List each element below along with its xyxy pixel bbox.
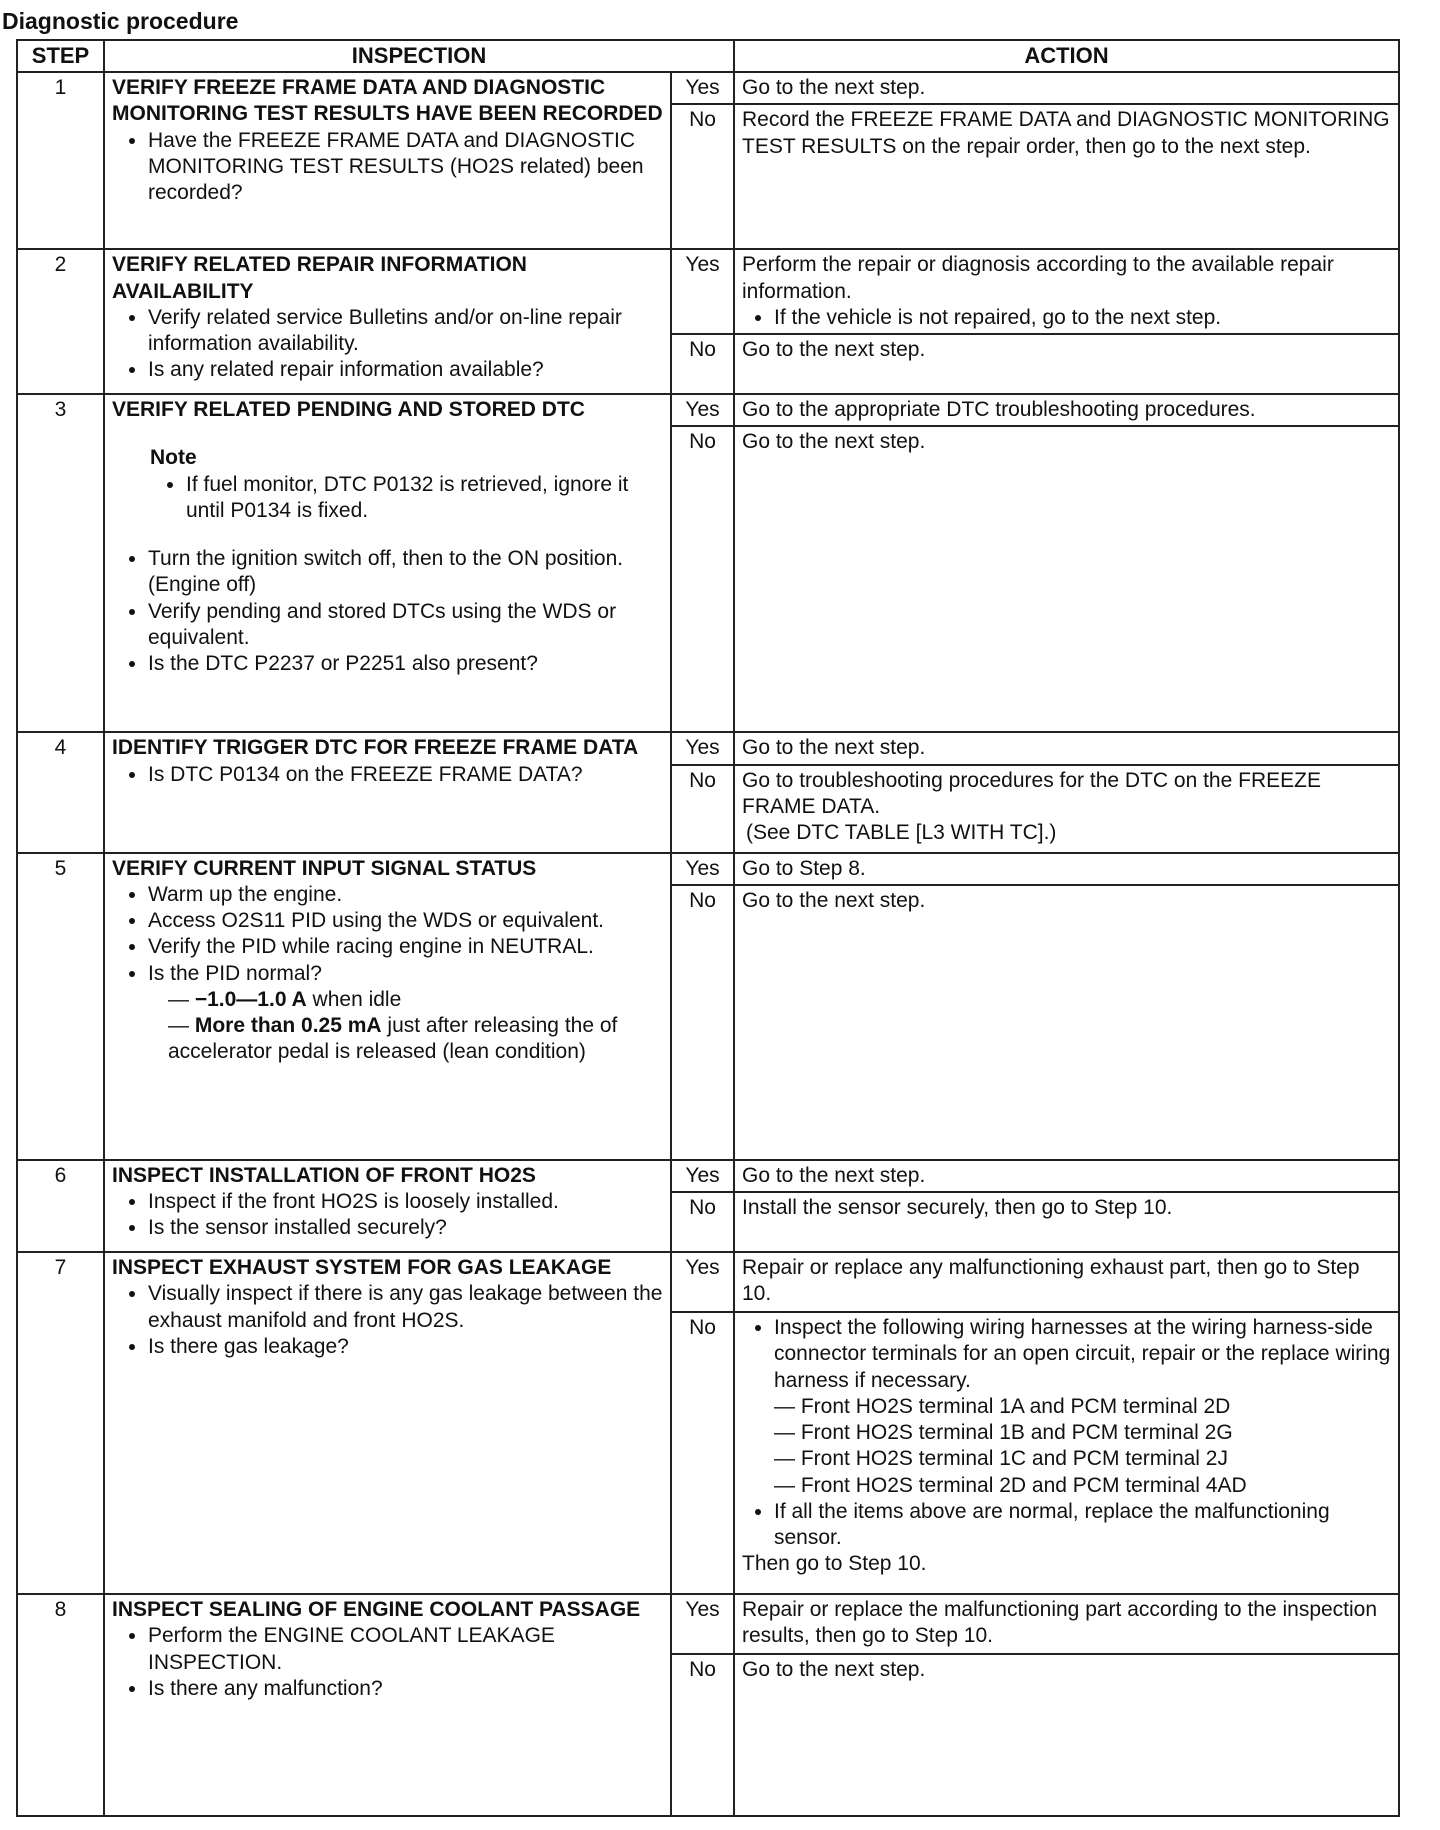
inspection-list bbox=[112, 1189, 663, 1242]
list-item: • Is there gas leakage? bbox=[148, 1334, 663, 1360]
criteria-text: just after releasing the of accelerator pedal is released (lean condition) bbox=[168, 1014, 618, 1064]
harness-item: — Front HO2S terminal 2D and PCM terminal 4AD bbox=[774, 1473, 1247, 1497]
action-reference: (See DTC TABLE [L3 WITH TC].) bbox=[746, 821, 1057, 844]
yes-label: Yes bbox=[671, 732, 734, 764]
list-item: • If fuel monitor, DTC P0132 is retrieved, ignore it until P0134 is fixed. bbox=[186, 472, 663, 525]
no-action bbox=[734, 765, 1399, 853]
inspection-heading: VERIFY RELATED PENDING AND STORED DTC bbox=[112, 398, 585, 421]
no-action: Install the sensor securely, then go to Step 10. bbox=[734, 1192, 1399, 1252]
table-row bbox=[17, 1252, 1399, 1312]
criteria-item: — −1.0—1.0 A when idle bbox=[168, 987, 402, 1011]
header-action: ACTION bbox=[734, 40, 1399, 72]
step-number: 2 bbox=[17, 249, 104, 394]
yes-label: Yes bbox=[671, 1160, 734, 1192]
no-label: No bbox=[671, 1192, 734, 1252]
step-number: 6 bbox=[17, 1160, 104, 1252]
no-label: No bbox=[671, 334, 734, 394]
no-action bbox=[734, 1312, 1399, 1594]
list-item: • Inspect if the front HO2S is loosely installed. bbox=[148, 1189, 663, 1215]
table-row bbox=[17, 1594, 1399, 1654]
no-action: Record the FREEZE FRAME DATA and DIAGNOSTIC MONITORING TEST RESULTS on the repair order, then go to the next step. bbox=[734, 104, 1399, 249]
harness-item: — Front HO2S terminal 1A and PCM terminal 2D bbox=[774, 1394, 1231, 1418]
harness-text: Front HO2S terminal 1C and PCM terminal 2J bbox=[800, 1447, 1228, 1471]
no-action: Go to the next step. bbox=[734, 426, 1399, 732]
inspection-list bbox=[112, 882, 663, 1066]
yes-label: Yes bbox=[671, 249, 734, 334]
list-item-text: Is the PID normal? bbox=[148, 961, 322, 985]
harness-item: — Front HO2S terminal 1B and PCM terminal 2G bbox=[774, 1421, 1233, 1444]
inspection-heading: VERIFY FREEZE FRAME DATA AND DIAGNOSTIC MONITORING TEST RESULTS HAVE BEEN RECORDED bbox=[112, 76, 663, 126]
page-title: Diagnostic procedure bbox=[2, 8, 239, 34]
note-title: Note bbox=[150, 446, 197, 470]
no-label: No bbox=[671, 1654, 734, 1816]
list-item: • Verify related service Bulletins and/or on-line repair information availability. bbox=[148, 305, 663, 358]
criteria-list bbox=[148, 987, 663, 1066]
harness-text: Front HO2S terminal 2D and PCM terminal 4AD bbox=[800, 1473, 1247, 1497]
inspection-heading: INSPECT SEALING OF ENGINE COOLANT PASSAGE bbox=[112, 1598, 641, 1621]
yes-action: Go to the appropriate DTC troubleshooting procedures. bbox=[734, 394, 1399, 426]
list-item: • Access O2S11 PID using the WDS or equivalent. bbox=[148, 908, 663, 934]
no-action: Go to the next step. bbox=[734, 885, 1399, 1160]
inspection-cell bbox=[104, 1160, 671, 1252]
table-row bbox=[17, 249, 1399, 334]
harness-item: — Front HO2S terminal 1C and PCM terminal 2J bbox=[774, 1447, 1228, 1471]
list-item: • Verify pending and stored DTCs using the WDS or equivalent. bbox=[148, 599, 663, 652]
table-row bbox=[17, 72, 1399, 104]
list-item: • Warm up the engine. bbox=[148, 882, 663, 908]
inspection-cell bbox=[104, 72, 671, 249]
inspection-heading: IDENTIFY TRIGGER DTC FOR FREEZE FRAME DATA bbox=[112, 736, 639, 760]
no-label: No bbox=[671, 885, 734, 1160]
note-list bbox=[112, 472, 663, 525]
no-action: Go to the next step. bbox=[734, 334, 1399, 394]
list-item: • Turn the ignition switch off, then to the ON position. (Engine off) bbox=[148, 546, 663, 599]
no-action: Go to the next step. bbox=[734, 1654, 1399, 1816]
inspection-heading: INSPECT EXHAUST SYSTEM FOR GAS LEAKAGE bbox=[112, 1256, 612, 1279]
inspection-cell bbox=[104, 1252, 671, 1594]
criteria-value: More than 0.25 mA bbox=[194, 1014, 382, 1037]
yes-action: Repair or replace any malfunctioning exhaust part, then go to Step 10. bbox=[734, 1252, 1399, 1312]
step-number: 7 bbox=[17, 1252, 104, 1594]
list-item bbox=[774, 1315, 1391, 1499]
no-label: No bbox=[671, 765, 734, 853]
action-text: Then go to Step 10. bbox=[742, 1552, 927, 1576]
yes-action: Go to the next step. bbox=[734, 732, 1399, 764]
list-item: • Verify the PID while racing engine in NEUTRAL. bbox=[148, 934, 663, 960]
table-header-row bbox=[17, 40, 1399, 72]
list-item: • If all the items above are normal, replace the malfunctioning sensor. bbox=[774, 1499, 1391, 1552]
header-inspection: INSPECTION bbox=[104, 40, 734, 72]
table-row bbox=[17, 853, 1399, 885]
inspection-cell bbox=[104, 394, 671, 732]
inspection-list bbox=[112, 128, 663, 207]
inspection-heading: VERIFY CURRENT INPUT SIGNAL STATUS bbox=[112, 856, 537, 880]
table-row bbox=[17, 732, 1399, 764]
inspection-cell bbox=[104, 853, 671, 1160]
list-item: • Is DTC P0134 on the FREEZE FRAME DATA? bbox=[148, 762, 663, 788]
inspection-list bbox=[112, 1281, 663, 1360]
yes-label: Yes bbox=[671, 72, 734, 104]
diagnostic-procedure-table bbox=[16, 39, 1400, 1817]
yes-action bbox=[734, 249, 1399, 334]
inspection-list bbox=[112, 1623, 663, 1702]
inspection-heading: INSPECT INSTALLATION OF FRONT HO2S bbox=[112, 1163, 536, 1187]
criteria-value: −1.0—1.0 A bbox=[194, 987, 307, 1011]
yes-action: Go to the next step. bbox=[734, 1160, 1399, 1192]
list-item: • Visually inspect if there is any gas leakage between the exhaust manifold and front HO2S. bbox=[148, 1281, 663, 1334]
inspection-list bbox=[112, 762, 663, 788]
list-item: • Is there any malfunction? bbox=[148, 1676, 663, 1702]
action-text: Go to troubleshooting procedures for the DTC on the FREEZE FRAME DATA. bbox=[742, 768, 1321, 818]
step-number: 8 bbox=[17, 1594, 104, 1816]
list-item: • Is any related repair information available? bbox=[148, 357, 663, 383]
inspection-cell bbox=[104, 732, 671, 852]
criteria-text: when idle bbox=[306, 987, 402, 1011]
harness-text: Front HO2S terminal 1A and PCM terminal 2D bbox=[800, 1394, 1231, 1418]
yes-action: Repair or replace the malfunctioning part according to the inspection results, then go to Step 10. bbox=[734, 1594, 1399, 1654]
table-row bbox=[17, 1160, 1399, 1192]
list-item-text: Inspect the following wiring harnesses at the wiring harness-side connector terminals for an open circuit, repair or the replace wiring harness if necessary. bbox=[774, 1316, 1391, 1392]
yes-label: Yes bbox=[671, 1594, 734, 1654]
inspection-list bbox=[112, 546, 663, 677]
list-item: • Perform the ENGINE COOLANT LEAKAGE INSPECTION. bbox=[148, 1623, 663, 1676]
step-number: 3 bbox=[17, 394, 104, 732]
harness-text: Front HO2S terminal 1B and PCM terminal 2G bbox=[800, 1421, 1233, 1444]
table-row bbox=[17, 394, 1399, 426]
no-label: No bbox=[671, 1312, 734, 1594]
list-item: • Is the DTC P2237 or P2251 also present? bbox=[148, 651, 663, 677]
inspection-cell bbox=[104, 1594, 671, 1816]
inspection-cell bbox=[104, 249, 671, 394]
header-step: STEP bbox=[17, 40, 104, 72]
harness-list bbox=[774, 1394, 1391, 1499]
yes-action: Go to Step 8. bbox=[734, 853, 1399, 885]
yes-label: Yes bbox=[671, 1252, 734, 1312]
inspection-heading: VERIFY RELATED REPAIR INFORMATION AVAILABILITY bbox=[112, 253, 527, 303]
list-item: • Have the FREEZE FRAME DATA and DIAGNOSTIC MONITORING TEST RESULTS (HO2S related) been recorded? bbox=[148, 128, 663, 207]
step-number: 1 bbox=[17, 72, 104, 249]
no-label: No bbox=[671, 104, 734, 249]
no-label: No bbox=[671, 426, 734, 732]
action-list bbox=[742, 305, 1391, 331]
list-item: • Is the sensor installed securely? bbox=[148, 1215, 663, 1241]
list-item bbox=[148, 961, 663, 1066]
yes-action: Go to the next step. bbox=[734, 72, 1399, 104]
yes-label: Yes bbox=[671, 853, 734, 885]
yes-label: Yes bbox=[671, 394, 734, 426]
criteria-item: — More than 0.25 mA just after releasing the of accelerator pedal is released (lean condition) bbox=[168, 1014, 618, 1064]
step-number: 4 bbox=[17, 732, 104, 852]
list-item: • If the vehicle is not repaired, go to the next step. bbox=[774, 305, 1391, 331]
action-text: Perform the repair or diagnosis according to the available repair information. bbox=[742, 253, 1334, 303]
action-list bbox=[742, 1315, 1391, 1551]
step-number: 5 bbox=[17, 853, 104, 1160]
inspection-list bbox=[112, 305, 663, 384]
